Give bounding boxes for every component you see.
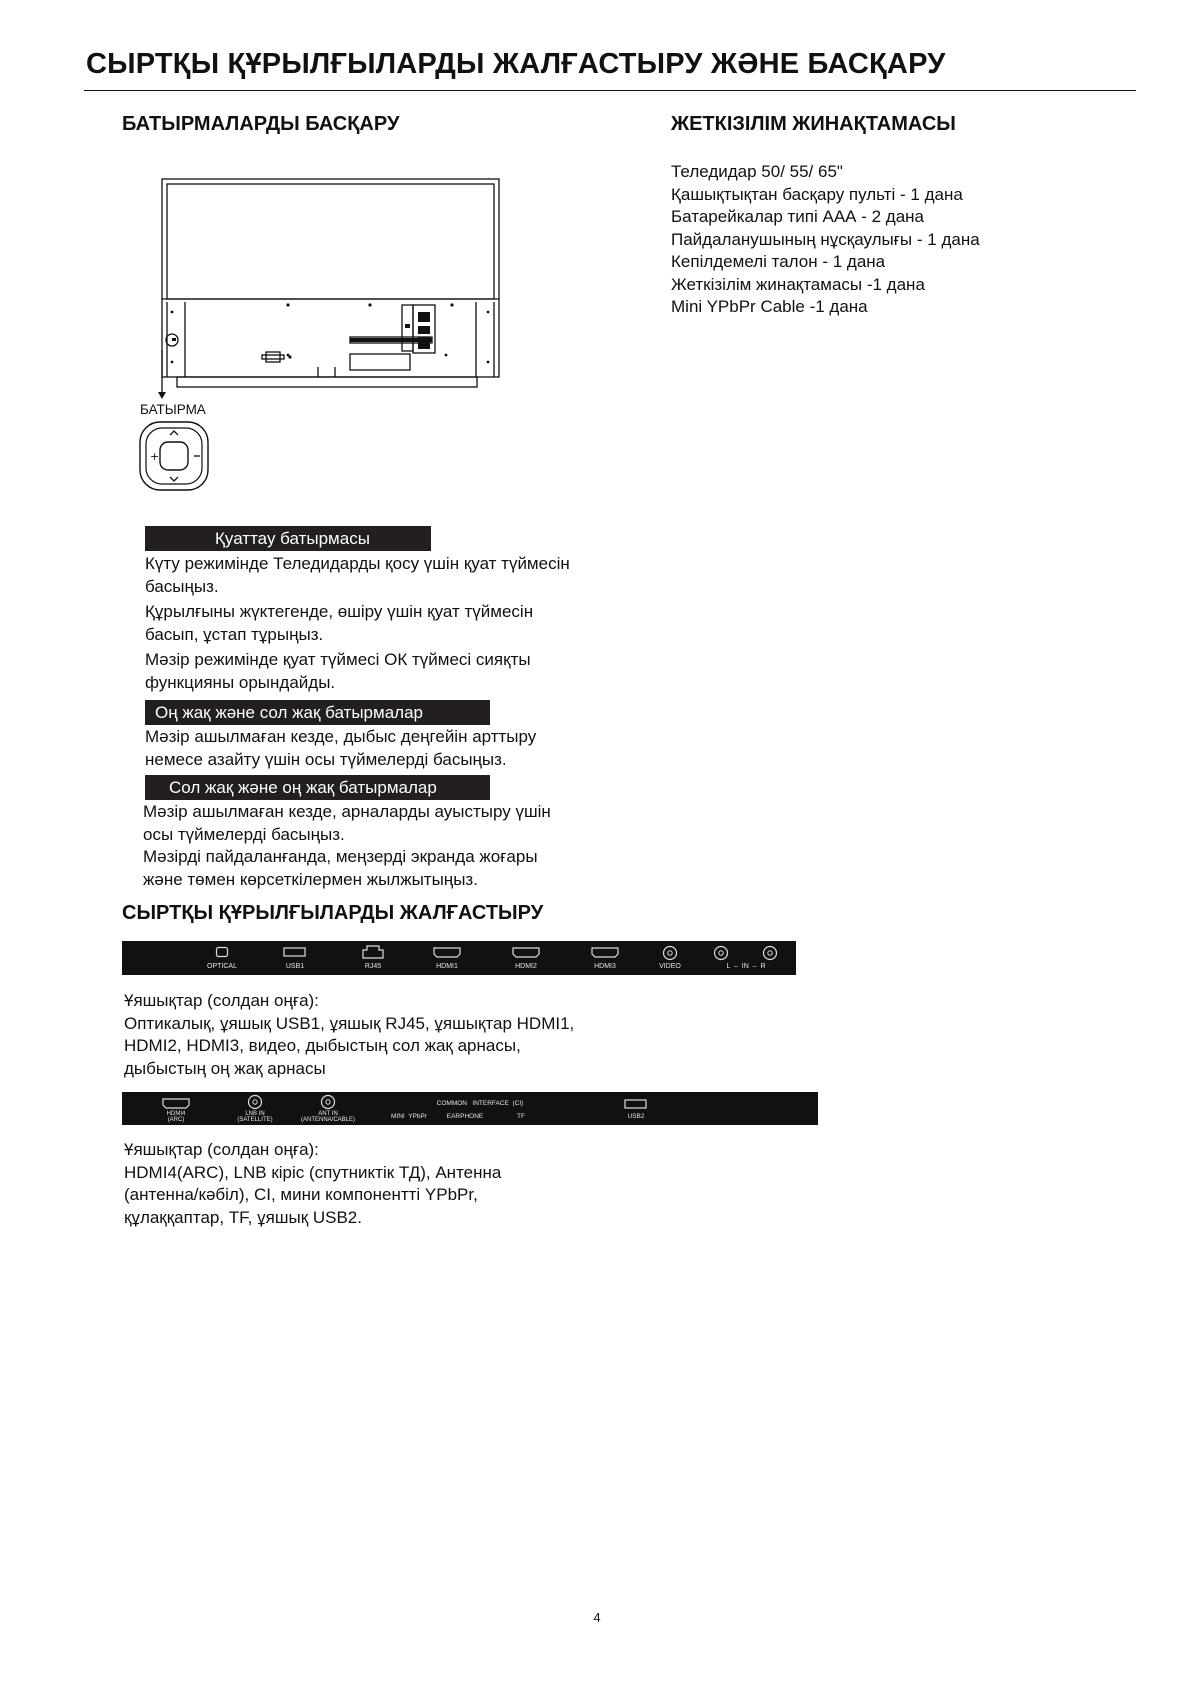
tv-upper-panel (167, 184, 494, 299)
right-left-buttons-description (145, 726, 536, 771)
port-label-hdmi1: HDMI1 (436, 963, 458, 970)
port-label-rj45: RJ45 (364, 963, 382, 970)
text-line: Мәзір режимінде қуат түймесі ОК түймесі сияқты (145, 650, 531, 669)
joystick-button-illustration (138, 420, 210, 492)
port-label-usb2: USB2 (627, 1113, 645, 1120)
usb2-port-icon (624, 1099, 648, 1110)
tv-back-illustration (150, 172, 505, 400)
list-item: Кепілдемелі талон - 1 дана (671, 252, 886, 271)
left-right-buttons-description (143, 801, 551, 891)
text-line: HDMI4(ARC), LNB кіріс (спутниктік ТД), Антенна (124, 1162, 502, 1182)
side-ports-panel (122, 1092, 818, 1125)
list-item: Қашықтықтан басқару пульті - 1 дана (671, 184, 963, 204)
power-button-description (145, 553, 570, 694)
video-port-icon (662, 945, 678, 961)
left-right-buttons-label: Сол жақ және оң жақ батырмалар (145, 775, 490, 800)
ant-in-port-icon (320, 1094, 336, 1110)
optical-port-icon (215, 946, 229, 958)
audio-left-port-icon (713, 945, 729, 961)
port-label-lnb-in: LNB IN (245, 1111, 265, 1117)
port-label-hdmi4-arc: (ARC) (167, 1117, 185, 1123)
text-line: Мәзір ашылмаған кезде, дыбыс деңгейін арттыру (145, 727, 537, 746)
text-line: Мәзірді пайдаланғанда, меңзерді экранда жоғары (143, 847, 538, 866)
list-item: Жеткізілім жинақтамасы -1 дана (671, 274, 925, 294)
usb1-port-icon (283, 947, 307, 958)
delivery-items-list (671, 161, 980, 319)
title-divider (84, 90, 1136, 91)
port-label-hdmi2: HDMI2 (515, 963, 537, 970)
button-caption: БАТЫРМА (140, 402, 206, 417)
port-label-audio-in: L – IN – R (726, 963, 766, 970)
connect-section-title: СЫРТҚЫ ҚҰРЫЛҒЫЛАРДЫ ЖАЛҒАСТЫРУ (122, 902, 544, 924)
hdmi4-port-icon (162, 1098, 190, 1110)
text-line: функцияны орындайды. (145, 672, 336, 692)
text-line: осы түймелерді басыңыз. (143, 824, 345, 844)
down-arrow-icon (170, 477, 178, 481)
port-label-common-interface: COMMON INTERFACE (CI) (436, 1100, 524, 1107)
text-line: Оптикалық, ұяшық USB1, ұяшық RJ45, ұяшықтар HDMI1, (124, 1013, 575, 1033)
hdmi2-port-icon (512, 947, 540, 959)
audio-right-port-icon (762, 945, 778, 961)
text-line: басыңыз. (145, 576, 219, 596)
text-line: немесе азайту үшін осы түймелерді басыңыз. (145, 749, 507, 769)
delivery-section-title: ЖЕТКІЗІЛІМ ЖИНАҚТАМАСЫ (671, 113, 956, 135)
text-line: Күту режимінде Теледидарды қосу үшін қуат түймесін (145, 554, 570, 573)
port-label-usb1: USB1 (285, 963, 305, 970)
up-arrow-icon (170, 431, 178, 435)
port-label-mini-ypbpr: MINI YPbPr (390, 1113, 427, 1120)
port-label-satellite: (SATELLITE) (237, 1117, 273, 1123)
rj45-port-icon (362, 944, 384, 959)
lnb-in-port-icon (247, 1094, 263, 1110)
text-line: құлаққаптар, TF, ұяшық USB2. (124, 1207, 362, 1227)
power-button-label: Қуаттау батырмасы (145, 526, 431, 551)
text-line: басып, ұстап тұрыңыз. (145, 624, 324, 644)
rear-ports-panel (122, 941, 796, 975)
port-label-earphone: EARPHONE (446, 1113, 484, 1120)
page-number: 4 (593, 1610, 601, 1625)
port-label-video: VIDEO (659, 963, 681, 970)
text-line: (антенна/кәбіл), CI, мини компонентті YPbPr, (124, 1185, 478, 1204)
panel2-description (124, 1139, 501, 1229)
page-title: СЫРТҚЫ ҚҰРЫЛҒЫЛАРДЫ ЖАЛҒАСТЫРУ ЖӘНЕ БАСҚАРУ (86, 48, 946, 80)
port-label-antenna-cable: (ANTENNA/CABLE) (300, 1117, 355, 1123)
tv-outer-frame (162, 179, 499, 377)
text-line: Ұяшықтар (солдан оңға): (124, 1140, 319, 1159)
text-line: HDMI2, HDMI3, видео, дыбыстың сол жақ арнасы, (124, 1036, 521, 1055)
right-left-buttons-label: Оң жақ және сол жақ батырмалар (145, 700, 490, 725)
text-line: Құрылғыны жүктегенде, өшіру үшін қуат түймесін (145, 602, 534, 621)
list-item: Mini YPbPr Cable -1 дана (671, 297, 868, 316)
tv-stand-base (177, 377, 477, 387)
list-item: Теледидар 50/ 55/ 65" (671, 162, 843, 181)
text-line: Мәзір ашылмаған кезде, арналарды ауыстыру үшін (143, 802, 551, 821)
list-item: Батарейкалар типі ААА - 2 дана (671, 207, 925, 226)
port-label-hdmi3: HDMI3 (594, 963, 616, 970)
text-line: және төмен көрсеткілермен жылжытыңыз. (143, 869, 478, 889)
hdmi3-port-icon (591, 947, 619, 959)
port-label-optical: OPTICAL (207, 963, 237, 970)
port-label-ant-in: ANT IN (318, 1111, 338, 1117)
hdmi1-port-icon (433, 947, 461, 959)
list-item: Пайдаланушының нұсқаулығы - 1 дана (671, 229, 980, 249)
ok-center-key (160, 442, 188, 470)
port-label-tf: TF (517, 1113, 525, 1120)
buttons-section-title: БАТЫРМАЛАРДЫ БАСҚАРУ (122, 113, 400, 135)
text-line: Ұяшықтар (солдан оңға): (124, 991, 319, 1010)
text-line: дыбыстың оң жақ арнасы (124, 1058, 326, 1078)
plus-icon: + (150, 450, 160, 463)
panel1-description (124, 990, 574, 1080)
port-label-hdmi4: HDMI4 (166, 1111, 186, 1117)
